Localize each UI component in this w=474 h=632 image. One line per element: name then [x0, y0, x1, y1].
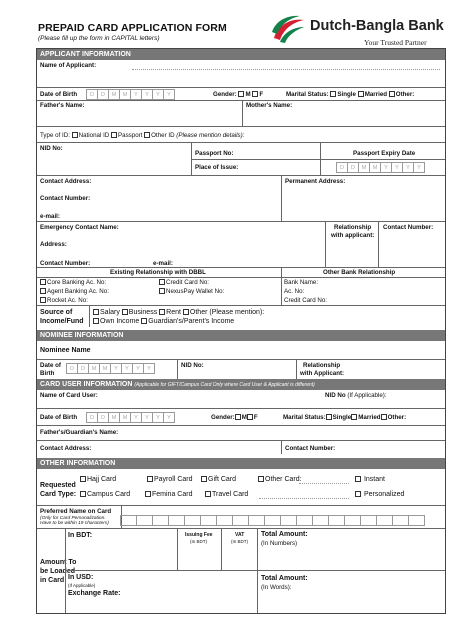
total-amount-label: Total Amount:	[261, 531, 308, 538]
instant-checkbox[interactable]	[355, 476, 361, 482]
rocket-field: Rocket Ac. No:	[40, 297, 88, 304]
campus-card-checkbox[interactable]	[80, 491, 86, 497]
vat-unit: (In BDT)	[231, 539, 249, 544]
amount-label-2: be Loaded	[40, 568, 76, 575]
travel-card-option: Travel Card	[205, 491, 248, 498]
in-numbers-label: (In Numbers)	[261, 540, 298, 547]
card-user-other-checkbox[interactable]	[381, 414, 387, 420]
dob-boxes[interactable]	[87, 89, 175, 100]
father-name-label: Father's Name:	[40, 102, 85, 109]
date-digit-box[interactable]: M	[119, 89, 131, 100]
card-user-married-checkbox[interactable]	[351, 414, 357, 420]
date-digit-box[interactable]: D	[347, 162, 359, 173]
date-digit-box[interactable]: Y	[130, 89, 142, 100]
mother-name-label: Mother's Name:	[246, 102, 293, 109]
name-char-box[interactable]	[136, 515, 153, 526]
name-char-box[interactable]	[376, 515, 393, 526]
marital-status: Marital Status: Single Married Other:	[286, 91, 415, 98]
date-digit-box[interactable]: D	[97, 412, 109, 423]
preferred-name-boxes[interactable]	[121, 515, 425, 526]
date-digit-box[interactable]: Y	[132, 363, 144, 374]
date-digit-box[interactable]: D	[86, 412, 98, 423]
passport-no-label: Passport No:	[195, 150, 234, 157]
other-marital-checkbox[interactable]	[389, 91, 395, 97]
amount-label-3: in Card	[40, 577, 65, 584]
name-char-box[interactable]	[328, 515, 345, 526]
in-words-label: (In Words):	[261, 584, 292, 591]
total-amount-words-label: Total Amount:	[261, 575, 308, 582]
emergency-email-label: e-mail:	[153, 260, 173, 267]
name-char-box[interactable]	[184, 515, 201, 526]
hajj-card-option: Hajj Card	[80, 476, 116, 483]
other-id-checkbox[interactable]	[144, 132, 150, 138]
date-digit-box[interactable]: Y	[141, 412, 153, 423]
bank-tagline: Your Trusted Partner	[364, 38, 427, 47]
passport-expiry-label: Passport Expiry Date	[353, 150, 416, 157]
bank-emblem-icon	[270, 14, 306, 44]
form-instruction: (Please fill up the form in CAPITAL letters)	[38, 35, 160, 42]
in-bdt-label: In BDT:	[68, 532, 93, 539]
credit-card-field: Credit Card No:	[159, 279, 209, 286]
date-digit-box[interactable]: Y	[143, 363, 155, 374]
other-bank-credit-card-label: Credit Card No:	[284, 297, 327, 304]
date-digit-box[interactable]: Y	[110, 363, 122, 374]
date-digit-box[interactable]: D	[86, 89, 98, 100]
email-label: e-mail:	[40, 213, 60, 220]
date-digit-box[interactable]: Y	[141, 89, 153, 100]
own-income-checkbox[interactable]	[93, 318, 99, 324]
date-digit-box[interactable]: Y	[402, 162, 414, 173]
date-digit-box[interactable]: M	[369, 162, 381, 173]
nominee-dob-label-1: Date of	[40, 362, 61, 369]
applicant-name-field[interactable]	[132, 69, 440, 70]
card-user-name-label: Name of Card User:	[40, 392, 98, 399]
femina-card-checkbox[interactable]	[145, 491, 151, 497]
preferred-name-note-2: Have to be within 19 characters)	[40, 521, 109, 526]
name-char-box[interactable]	[344, 515, 361, 526]
other-card-field[interactable]	[299, 483, 349, 484]
preferred-name-note-1: (Only for Card Personalization.	[40, 516, 106, 521]
amount-label-1: Amount To	[40, 559, 77, 566]
requested-label-2: Card Type:	[40, 491, 77, 498]
card-user-gender-f-checkbox[interactable]	[247, 414, 253, 420]
requested-label-1: Requested	[40, 482, 76, 489]
other-section-header: OTHER INFORMATION	[37, 458, 445, 469]
date-digit-box[interactable]: Y	[413, 162, 425, 173]
single-checkbox[interactable]	[330, 91, 336, 97]
emergency-contact-number-label: Contact Number:	[40, 260, 91, 267]
name-char-box[interactable]	[216, 515, 233, 526]
name-char-box[interactable]	[264, 515, 281, 526]
card-user-dob-label: Date of Birth	[40, 414, 78, 421]
passport-checkbox[interactable]	[111, 132, 117, 138]
date-digit-box[interactable]: M	[119, 412, 131, 423]
date-digit-box[interactable]: Y	[152, 89, 164, 100]
nominee-relationship-label-1: Relationship	[303, 362, 341, 369]
preferred-name-label: Preferred Name on Card	[40, 508, 112, 515]
name-char-box[interactable]	[152, 515, 169, 526]
nexuspay-field: NexusPay Wallet No:	[159, 288, 224, 295]
name-char-box[interactable]	[168, 515, 185, 526]
date-digit-box[interactable]: Y	[121, 363, 133, 374]
nexuspay-checkbox[interactable]	[159, 288, 165, 294]
id-type-row: Type of ID: National ID Passport Other ID (Please mention details):	[40, 132, 245, 139]
applicant-name-label: Name of Applicant:	[40, 62, 97, 69]
date-digit-box[interactable]: Y	[380, 162, 392, 173]
card-user-section-header: CARD USER INFORMATION (Applicable for GIFT/Campus Card Only where Card User & Applicant is different)	[37, 379, 445, 390]
other-source-checkbox[interactable]	[183, 309, 189, 315]
card-user-father-label: Father's/Guardian's Name:	[40, 429, 119, 436]
relationship-label: Relationship	[334, 224, 372, 231]
source-label-2: Income/Fund	[40, 318, 84, 325]
existing-relationship-header: Existing Relationship with DBBL	[110, 269, 206, 276]
credit-card-checkbox[interactable]	[159, 279, 165, 285]
card-user-address-label: Contact Address:	[40, 445, 92, 452]
date-digit-box[interactable]: M	[358, 162, 370, 173]
date-digit-box[interactable]: D	[66, 363, 78, 374]
rocket-checkbox[interactable]	[40, 297, 46, 303]
nominee-dob-boxes[interactable]	[67, 363, 155, 374]
passport-expiry-boxes[interactable]	[337, 162, 425, 173]
application-form	[36, 48, 446, 614]
vat-label: VAT	[235, 532, 245, 538]
dob-label: Date of Birth	[40, 91, 78, 98]
emergency-contact-label: Emergency Contact Name:	[40, 224, 119, 231]
date-digit-box[interactable]: Y	[391, 162, 403, 173]
date-digit-box[interactable]: M	[108, 412, 120, 423]
agent-banking-field: Agent Banking Ac. No:	[40, 288, 109, 295]
payroll-card-checkbox[interactable]	[147, 476, 153, 482]
other-bank-header: Other Bank Relationship	[323, 269, 396, 276]
name-char-box[interactable]	[280, 515, 297, 526]
date-digit-box[interactable]: D	[97, 89, 109, 100]
hajj-card-checkbox[interactable]	[80, 476, 86, 482]
name-char-box[interactable]	[408, 515, 425, 526]
date-digit-box[interactable]: D	[77, 363, 89, 374]
other-card-option: Other Card:	[258, 476, 302, 483]
personalized-option: Personalized	[355, 491, 404, 498]
bank-name: Dutch-Bangla Bank	[310, 18, 444, 34]
card-user-single-checkbox[interactable]	[326, 414, 332, 420]
travel-card-checkbox[interactable]	[205, 491, 211, 497]
source-options-row2: Own Income Guardian's/Parent's Income	[93, 318, 234, 325]
card-user-gender-m-checkbox[interactable]	[235, 414, 241, 420]
applicant-section-header: APPLICANT INFORMATION	[37, 49, 445, 60]
date-digit-box[interactable]: M	[108, 89, 120, 100]
gift-card-checkbox[interactable]	[201, 476, 207, 482]
gender-f-checkbox[interactable]	[252, 91, 258, 97]
guardian-income-checkbox[interactable]	[141, 318, 147, 324]
national-id-checkbox[interactable]	[72, 132, 78, 138]
name-char-box[interactable]	[312, 515, 329, 526]
with-applicant-label: with applicant:	[331, 232, 375, 239]
permanent-address-label: Permanent Address:	[285, 178, 346, 185]
source-label-1: Source of	[40, 309, 73, 316]
gift-card-option: Gift Card	[201, 476, 236, 483]
date-digit-box[interactable]: Y	[163, 412, 175, 423]
emergency-address-label: Address:	[40, 241, 67, 248]
name-char-box[interactable]	[392, 515, 409, 526]
gender-m-checkbox[interactable]	[238, 91, 244, 97]
form-title: PREPAID CARD APPLICATION FORM	[38, 22, 227, 34]
instant-option: Instant	[355, 476, 385, 483]
exchange-rate-label: Exchange Rate:	[68, 590, 121, 597]
source-options-row1: Salary Business Rent Other (Please mention):	[93, 309, 264, 316]
date-digit-box[interactable]: Y	[152, 412, 164, 423]
name-char-box[interactable]	[232, 515, 249, 526]
date-digit-box[interactable]: D	[336, 162, 348, 173]
rent-checkbox[interactable]	[159, 309, 165, 315]
date-digit-box[interactable]: M	[99, 363, 111, 374]
contact-number-label: Contact Number:	[40, 195, 91, 202]
nominee-dob-label-2: Birth	[40, 370, 55, 377]
nid-label: NID No:	[40, 145, 63, 152]
nominee-nid-label: NID No:	[181, 362, 204, 369]
agent-banking-checkbox[interactable]	[40, 288, 46, 294]
date-digit-box[interactable]: Y	[163, 89, 175, 100]
core-banking-field: Core Banking Ac. No:	[40, 279, 106, 286]
place-issue-label: Place of Issue:	[195, 164, 239, 171]
card-type-extra-field[interactable]	[259, 498, 349, 499]
salary-checkbox[interactable]	[93, 309, 99, 315]
date-digit-box[interactable]: Y	[130, 412, 142, 423]
card-user-marital: Marital Status: Single Married Other:	[283, 414, 407, 421]
femina-card-option: Femina Card	[145, 491, 192, 498]
other-card-checkbox[interactable]	[258, 476, 264, 482]
married-checkbox[interactable]	[358, 91, 364, 97]
other-bank-name-label: Bank Name:	[284, 279, 319, 286]
date-digit-box[interactable]: M	[88, 363, 100, 374]
gender-label: Gender: M F	[213, 91, 264, 98]
other-bank-ac-label: Ac. No:	[284, 288, 305, 295]
business-checkbox[interactable]	[122, 309, 128, 315]
name-char-box[interactable]	[360, 515, 377, 526]
name-char-box[interactable]	[200, 515, 217, 526]
card-user-nid-label: NID No (If Applicable):	[325, 392, 387, 399]
personalized-checkbox[interactable]	[355, 491, 361, 497]
campus-card-option: Campus Card	[80, 491, 130, 498]
in-usd-label: In USD:	[68, 574, 94, 581]
if-applicable-label: (If Applicable)	[68, 583, 96, 588]
contact-address-label: Contact Address:	[40, 178, 92, 185]
emergency-number-label: Contact Number:	[383, 224, 434, 231]
issuing-fee-unit: (In BDT)	[190, 539, 208, 544]
name-char-box[interactable]	[120, 515, 137, 526]
bank-logo	[270, 14, 442, 52]
name-char-box[interactable]	[248, 515, 265, 526]
name-char-box[interactable]	[296, 515, 313, 526]
nominee-name-label: Nominee Name	[40, 347, 91, 354]
payroll-card-option: Payroll Card	[147, 476, 193, 483]
card-user-dob-boxes[interactable]	[87, 412, 175, 423]
nominee-relationship-label-2: with Applicant:	[300, 370, 345, 377]
card-user-gender: Gender: M F	[211, 414, 258, 421]
card-user-number-label: Contact Number:	[285, 445, 336, 452]
core-banking-checkbox[interactable]	[40, 279, 46, 285]
nominee-section-header: NOMINEE INFORMATION	[37, 330, 445, 341]
issuing-fee-label: Issuing Fee	[185, 532, 213, 538]
